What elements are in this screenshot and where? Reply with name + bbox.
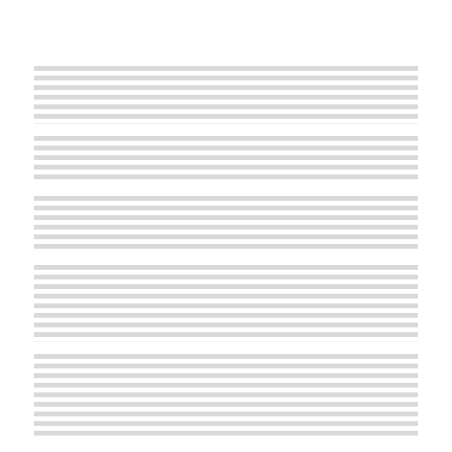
paragraph-5 [34, 354, 418, 440]
paragraph-4 [34, 265, 418, 342]
page-title [34, 40, 418, 52]
paragraph-2 [34, 136, 418, 184]
paragraph-1 [34, 66, 418, 124]
paragraph-3 [34, 196, 418, 254]
